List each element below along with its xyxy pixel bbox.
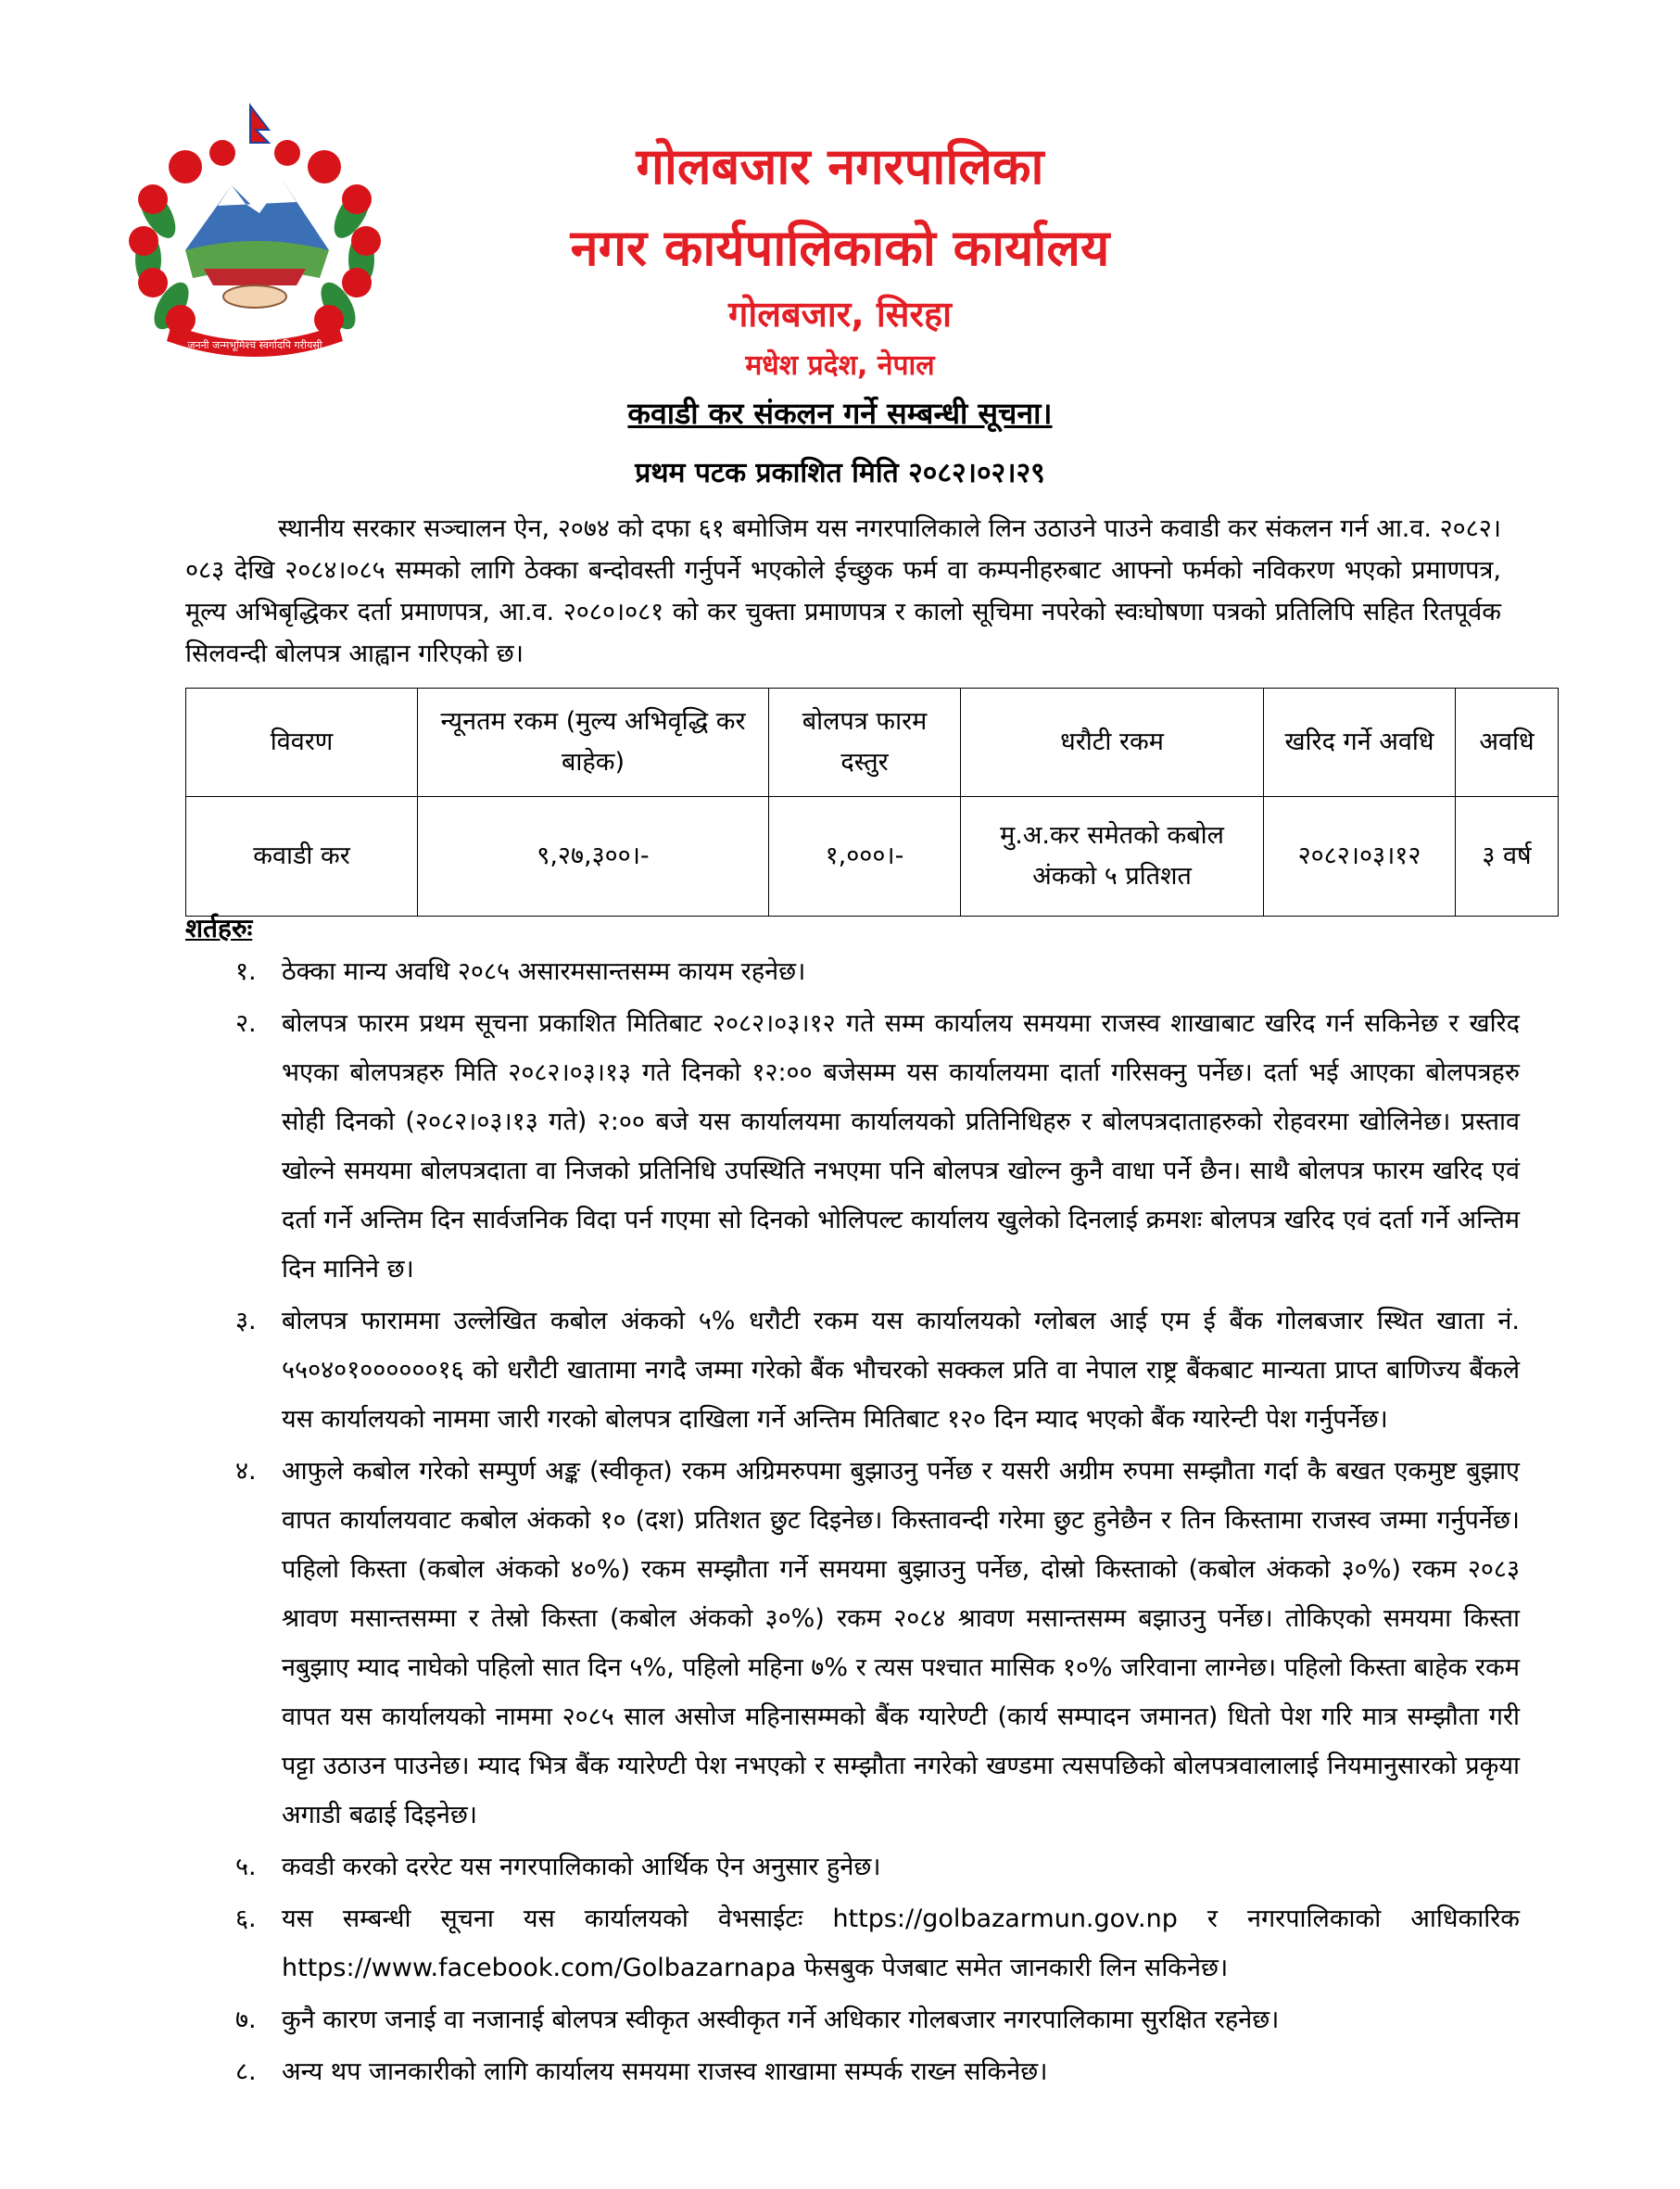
table-cell: ९,२७,३००।- <box>418 797 769 917</box>
table-cell: २०८२।०३।१२ <box>1264 797 1456 917</box>
table-header-cell: खरिद गर्ने अवधि <box>1264 689 1456 797</box>
table-header-row <box>186 689 1559 797</box>
office-name: गोलबजार नगरपालिका <box>636 137 1044 196</box>
condition-item <box>185 1995 1520 2044</box>
svg-text:जननी जन्मभूमिश्च स्वर्गादपि गर: जननी जन्मभूमिश्च स्वर्गादपि गरीयसी <box>187 339 322 351</box>
condition-text: बोलपत्र फाराममा उल्लेखित कबोल अंकको ५% धरौटी रकम यस कार्यालयको ग्लोबल आई एम ई बैंक गोलबजार स्थित खाता नं. ५५०४०१००००००१६ को धरौटी खातामा नगदै जम्मा गरेको बैंक भौचरको सक्कल प्रति वा नेपाल राष्ट्र बैंकबाट मान्यता प्राप्त बाणिज्य बैंकले यस कार्यालयको नाममा जारी गरको बोलपत्र दाखिला गर्ने अन्तिम मितिबाट १२० दिन म्याद भएको बैंक ग्यारेन्टी पेश गर्नुपर्नेछ। <box>282 1307 1520 1434</box>
condition-number: १. <box>235 957 257 986</box>
table-cell: मु.अ.कर समेतको कबोल अंकको ५ प्रतिशत <box>961 797 1264 917</box>
table-header-cell: अवधि <box>1456 689 1559 797</box>
office-location: गोलबजार, सिरहा <box>727 294 953 335</box>
condition-item <box>185 1842 1520 1892</box>
table-cell: १,०००।- <box>769 797 961 917</box>
condition-number: ८. <box>235 2057 257 2086</box>
condition-text: अन्य थप जानकारीको लागि कार्यालय समयमा राजस्व शाखामा सम्पर्क राख्न सकिनेछ। <box>282 2057 1048 2086</box>
condition-item <box>185 947 1520 996</box>
condition-text: कवडी करको दररेट यस नगरपालिकाको आर्थिक ऐन अनुसार हुनेछ। <box>282 1853 881 1881</box>
condition-item <box>185 2047 1520 2096</box>
condition-text: बोलपत्र फारम प्रथम सूचना प्रकाशित मितिबाट २०८२।०३।१२ गते सम्म कार्यालय समयमा राजस्व शाखाबाट खरिद गर्न सकिनेछ र खरिद भएका बोलपत्रहरु मिति २०८२।०३।१३ गते दिनको १२:०० बजेसम्म यस कार्यालयमा दार्ता गरिसक्नु पर्नेछ। दर्ता भई आएका बोलपत्रहरु सोही दिनको (२०८२।०३।१३ गते) २:०० बजे यस कार्यालयमा कार्यालयको प्रतिनिधिहरु र बोलपत्रदाताहरुको रोहवरमा खोलिनेछ। प्रस्ताव खोल्ने समयमा बोलपत्रदाता वा निजको प्रतिनिधि उपस्थिति नभएमा पनि बोलपत्र खोल्न कुनै वाधा पर्ने छैन। साथै बोलपत्र फारम खरिद एवं दर्ता गर्ने अन्तिम दिन सार्वजनिक विदा पर्न गएमा सो दिनको भोलिपल्ट कार्यालय खुलेको दिनलाई क्रमशः बोलपत्र खरिद एवं दर्ता गर्ने अन्तिम दिन मानिने छ। <box>282 1009 1520 1284</box>
table-row <box>186 797 1559 917</box>
condition-number: ५. <box>235 1853 257 1881</box>
notice-title: कवाडी कर संकलन गर्ने सम्बन्धी सूचना। <box>627 396 1053 431</box>
condition-number: ६. <box>235 1904 257 1933</box>
condition-text: आफुले कबोल गरेको सम्पुर्ण अङ्क (स्वीकृत) रकम अग्रिमरुपमा बुझाउनु पर्नेछ र यसरी अग्रीम रुपमा सम्झौता गर्दा कै बखत एकमुष्ट बुझाए वापत कार्यालयवाट कबोल अंकको १० (दश) प्रतिशत छुट दिइनेछ। किस्तावन्दी गरेमा छुट हुनेछैन र तिन किस्तामा राजस्व जम्मा गर्नुपर्नेछ। पहिलो किस्ता (कबोल अंकको ४०%) रकम सम्झौता गर्ने समयमा बुझाउनु पर्नेछ, दोस्रो किस्ताको (कबोल अंकको ३०%) रकम २०८३ श्रावण मसान्तसम्मा र तेस्रो किस्ता (कबोल अंकको ३०%) रकम २०८४ श्रावण मसान्तसम्म बझाउनु पर्नेछ। तोकिएको समयमा किस्ता नबुझाए म्याद नाघेको पहिलो सात दिन ५%, पहिलो महिना ७% र त्यस पश्चात मासिक १०% जरिवाना लाग्नेछ। पहिलो किस्ता बाहेक रकम वापत यस कार्यालयको नाममा २०८५ साल असोज महिनासम्मको बैंक ग्यारेण्टी (कार्य सम्पादन जमानत) धितो पेश गरि मात्र सम्झौता गरी पट्टा उठाउन पाउनेछ। म्याद भित्र बैंक ग्यारेण्टी पेश नभएको र सम्झौता नगरेको खण्डमा त्यसपछिको बोलपत्रवालालाई नियमानुसारको प्रकृया अगाडी बढाई दिइनेछ। <box>282 1457 1520 1829</box>
condition-item <box>185 1894 1520 1993</box>
publish-date: प्रथम पटक प्रकाशित मिति २०८२।०२।२९ <box>635 457 1045 489</box>
condition-number: ७. <box>235 2006 257 2034</box>
condition-text: कुनै कारण जनाई वा नजानाई बोलपत्र स्वीकृत अस्वीकृत गर्ने अधिकार गोलबजार नगरपालिकामा सुरक्षित रहनेछ। <box>282 2006 1280 2034</box>
conditions-title: शर्तहरुः <box>185 913 253 943</box>
conditions-list <box>185 947 1520 2099</box>
condition-item <box>185 1447 1520 1840</box>
table-cell: ३ वर्ष <box>1456 797 1559 917</box>
condition-number: २. <box>235 1009 257 1038</box>
table-header-cell: धरौटी रकम <box>961 689 1264 797</box>
table-header-cell: न्यूनतम रकम (मुल्य अभिवृद्धि कर बाहेक) <box>418 689 769 797</box>
table-header-cell: विवरण <box>186 689 418 797</box>
tender-table <box>185 688 1559 917</box>
intro-paragraph: स्थानीय सरकार सञ्चालन ऐन, २०७४ को दफा ६१ बमोजिम यस नगरपालिकाले लिन उठाउने पाउने कवाडी कर संकलन गर्न आ.व. २०८२।०८३ देखि २०८४।०८५ सम्मको लागि ठेक्का बन्दोवस्ती गर्नुपर्ने भएकोले ईच्छुक फर्म वा कम्पनीहरुबाट आफ्नो फर्मको नविकरण भएको प्रमाणपत्र, मूल्य अभिबृद्धिकर दर्ता प्रमाणपत्र, आ.व. २०८०।०८१ को कर चुक्ता प्रमाणपत्र र कालो सूचिमा नपरेको स्वःघोषणा पत्रको प्रतिलिपि सहित रितपूर्वक सिलवन्दी बोलपत्र आह्वान गरिएको छ। <box>185 514 1501 668</box>
condition-text: ठेक्का मान्य अवधि २०८५ असारमसान्तसम्म कायम रहनेछ। <box>282 957 806 986</box>
condition-number: ३. <box>235 1307 257 1335</box>
table-header-cell: बोलपत्र फारम दस्तुर <box>769 689 961 797</box>
office-subtitle: नगर कार्यपालिकाको कार्यालय <box>570 219 1110 277</box>
condition-item <box>185 1297 1520 1444</box>
condition-text: यस सम्बन्धी सूचना यस कार्यालयको वेभसाईटः https://golbazarmun.gov.np र नगरपालिकाको आधिकारिक https://www.facebook.com/Golbazarnapa फेसबुक पेजबाट समेत जानकारी लिन सकिनेछ। <box>282 1904 1520 1982</box>
condition-item <box>185 999 1520 1294</box>
condition-number: ४. <box>235 1457 257 1486</box>
office-province: मधेश प्रदेश, नेपाल <box>745 349 935 382</box>
table-cell: कवाडी कर <box>186 797 418 917</box>
